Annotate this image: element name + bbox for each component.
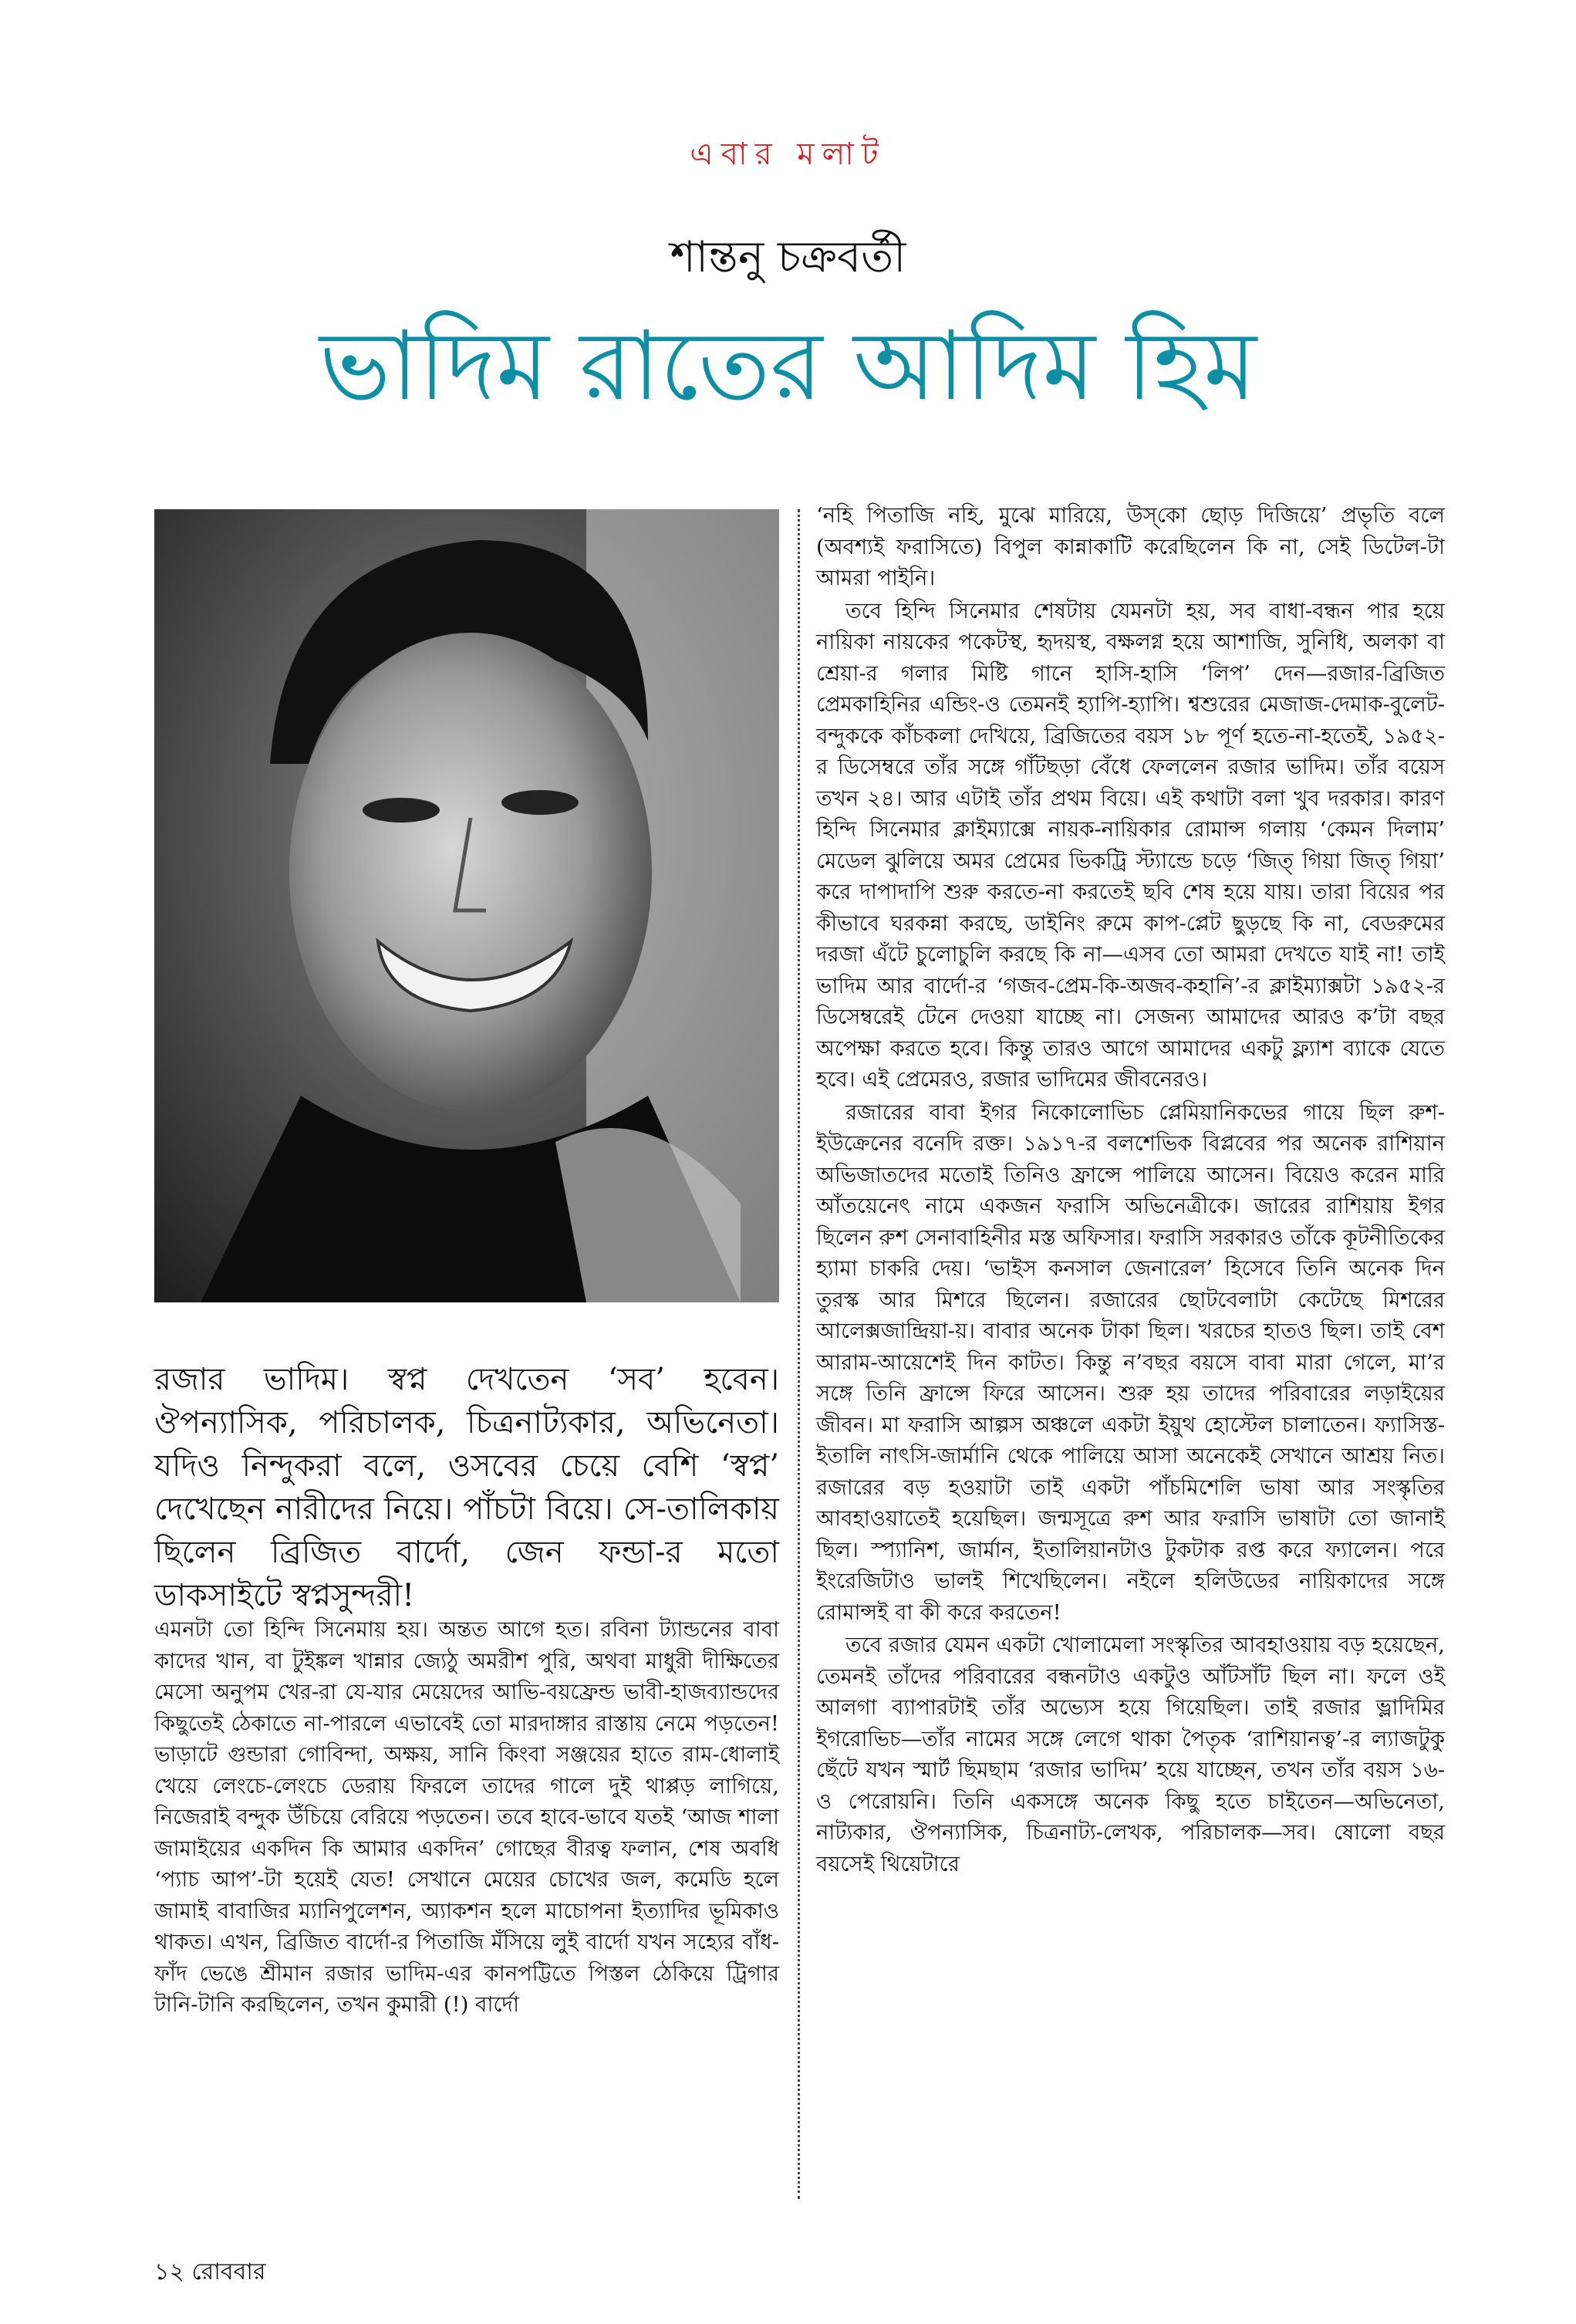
portrait-illustration [154,509,779,1302]
paragraph: রজারের বাবা ইগর নিকোলোভিচ প্লেমিয়ানিকভের গায়ে ছিল রুশ-ইউক্রেনের বনেদি রক্ত। ১৯১৭-র বলশেভিক বিপ্লবের পর অনেক রাশিয়ান অভিজাতদের মতোই তিনিও ফ্রান্সে পালিয়ে আসেন। বিয়েও করেন মারি আঁতয়েনেৎ নামে একজন ফরাসি অভিনেত্রীকে। জারের রাশিয়ায় ইগর ছিলেন রুশ সেনাবাহিনীর মস্ত অফিসার। ফরাসি সরকারও তাঁকে কূটনীতিকের হ্যামা চাকরি দেয়। ‘ভাইস কনসাল জেনারেল’ হিসেবে তিনি অনেক দিন তুরস্ক আর মিশরে ছিলেন। রজারের ছোটবেলাটা কেটেছে মিশরের আলেক্সজান্দ্রিয়া-য়। বাবার অনেক টাকা ছিল। খরচের হাতও ছিল। তাই বেশ আরাম-আয়েশেই দিন কাটত। কিন্তু ন’বছর বয়সে বাবা মারা গেলে, মা’র সঙ্গে তিনি ফ্রান্সে ফিরে আসেন। শুরু হয় তাদের পরিবারের লড়াইয়ের জীবন। মা ফরাসি আল্পস অঞ্চলে একটা ইয়ুথ হোস্টেল চালাতেন। ফ্যাসিস্ত-ইতালি নাৎসি-জার্মানি থেকে পালিয়ে আসা অনেকেই সেখানে আশ্রয় নিত। রজারের বড় হওয়াটা তাই একটা পাঁচমিশেলি ভাষা আর সংস্কৃতির আবহাওয়াতেই হয়েছিল। জন্মসূত্রে রুশ আর ফরাসি ভাষাটা তো জানাই ছিল। স্প্যানিশ, জার্মান, ইতালিয়ানটাও টুকটাক রপ্ত করে ফ্যালেন। পরে ইংরেজিটাও ভালই শিখেছিলেন। নইলে হলিউডের নায়িকাদের সঙ্গে রোমান্সই বা কী করে করতেন! [816,1100,1445,1625]
publication-name: রোববার [191,2258,266,2285]
section-label: এবার মলাট [690,137,886,172]
photo-caption [154,1358,779,1617]
column-divider [798,509,800,2199]
paragraph: এমনটা তো হিন্দি সিনেমায় হয়। অন্তত আগে হত। রবিনা ট্যান্ডনের বাবা কাদের খান, বা টুইঙ্কল খান্নার জ্যেঠু অমরীশ পুরি, অথবা মাধুরী দীক্ষিতের মেসো অনুপম খের-রা যে-যার মেয়েদের আভি-বয়ফ্রেন্ড ভাবী-হাজব্যান্ডদের কিছুতেই ঠেকাতে না-পারলে এভাবেই তো মারদাঙ্গার রাস্তায় নেমে পড়তেন! ভাড়াটে গুন্ডারা গোবিন্দা, অক্ষয়, সানি কিংবা সঞ্জয়ের হাতে রাম-ধোলাই খেয়ে লেংচে-লেংচে ডেরায় ফিরলে তাদের গালে দুই থাপ্পড় লাগিয়ে, নিজেরাই বন্দুক উঁচিয়ে বেরিয়ে পড়তেন। তবে হাবে-ভাবে যতই ‘আজ শালা জামাইয়ের একদিন কি আমার একদিন’ গোছের বীরত্ব ফলান, শেষ অবধি ‘প্যাচ আপ’-টা হয়েই যেত! সেখানে মেয়ের চোখের জল, কমেডি হলে জামাই বাবাজির ম্যানিপুলেশন, অ্যাকশন হলে মাচোপনা ইত্যাদির ভূমিকাও থাকত। এখন, ব্রিজিত বার্দো-র পিতাজি মঁসিয়ে লুই বার্দো যখন সহ্যের বাঁধ-ফাঁদ ভেঙে শ্রীমান রজার ভাদিম-এর কানপট্টিতে পিস্তল ঠেকিয়ে ট্রিগার টানি-টানি করছিলেন, তখন কুমারী (!) বার্দো [154,1617,779,2017]
paragraph: ‘নহি পিতাজি নহি, মুঝে মারিয়ে, উস্‌কো ছোড় দিজিয়ে’ প্রভৃতি বলে (অবশ্যই ফরাসিতে) বিপুল কান্নাকাটি করেছিলেন কি না, সেই ডিটেল-টা আমরা পাইনি। [816,503,1445,590]
headline: ভাদিম রাতের আদিম হিম [319,311,1257,422]
portrait-photo [154,509,779,1302]
author-byline: শান্তনু চক্রবর্তী [670,232,906,282]
page-footer [154,2253,266,2292]
article-right-column [816,500,1445,1881]
caption-text: রজার ভাদিম। স্বপ্ন দেখতেন ‘সব’ হবেন। ঔপন্যাসিক, পরিচালক, চিত্রনাট্যকার, অভিনেতা। যদিও নিন্দুকরা বলে, ওসবের চেয়ে বেশি ‘স্বপ্ন’ দেখেছেন নারীদের নিয়ে। পাঁচটা বিয়ে। সে-তালিকায় ছিলেন ব্রিজিত বার্দো, জেন ফন্ডা-র মতো ডাকসাইটে স্বপ্নসুন্দরী! [154,1362,779,1613]
paragraph: তবে রজার যেমন একটা খোলামেলা সংস্কৃতির আবহাওয়ায় বড় হয়েছেন, তেমনই তাঁদের পরিবারের বন্ধনটাও একটুও আঁটসাঁট ছিল না। ফলে ওই আলগা ব্যাপারটাই তাঁর অভ্যেস হয়ে গিয়েছিল। তাই রজার ভ্লাদিমির ইগরোভিচ—তাঁর নামের সঙ্গে লেগে থাকা পৈতৃক ‘রাশিয়ানত্ব’-র ল্যাজটুকু ছেঁটে যখন স্মার্ট ছিমছাম ‘রজার ভাদিম’ হয়ে যাচ্ছেন, তখন তাঁর বয়স ১৬-ও পেরোয়নি। তিনি একসঙ্গে অনেক কিছু হতে চাইতেন—অভিনেতা, নাট্যকার, ঔপন্যাসিক, চিত্রনাট্য-লেখক, পরিচালক—সব। ষোলো বছর বয়সেই থিয়েটারে [816,1633,1445,1876]
page-number: ১২ [154,2258,184,2285]
paragraph: তবে হিন্দি সিনেমার শেষটায় যেমনটা হয়, সব বাধা-বন্ধন পার হয়ে নায়িকা নায়কের পকেটস্থ, হৃদয়স্থ, বক্ষলগ্ন হয়ে আশাজি, সুনিধি, অলকা বা শ্রেয়া-র গলার মিষ্টি গানে হাসি-হাসি ‘লিপ’ দেন—রজার-ব্রিজিত প্রেমকাহিনির এন্ডিং-ও তেমনই হ্যাপি-হ্যাপি। শ্বশুরের মেজাজ-দেমাক-বুলেট-বন্দুককে কাঁচকলা দেখিয়ে, ব্রিজিতের বয়স ১৮ পূর্ণ হতে-না-হতেই, ১৯৫২-র ডিসেম্বরে তাঁর সঙ্গে গাঁটছড়া বেঁধে ফেললেন রজার ভাদিম। তাঁর বয়েস তখন ২৪। আর এটাই তাঁর প্রথম বিয়ে। এই কথাটা বলা খুব দরকার। কারণ হিন্দি সিনেমার ক্লাইম্যাক্সে নায়ক-নায়িকার রোমান্স গলায় ‘কেমন দিলাম’ মেডেল ঝুলিয়ে অমর প্রেমের ভিকট্রি স্ট্যান্ডে চড়ে ‘জিত্‌ গিয়া জিত্‌ গিয়া’ করে দাপাদাপি শুরু করতে-না করতেই ছবি শেষ হয়ে যায়। তারা বিয়ের পর কীভাবে ঘরকন্না করছে, ডাইনিং রুমে কাপ-প্লেট ছুড়ছে কি না, বেডরুমের দরজা এঁটে চুলোচুলি করছে কি না—এসব তো আমরা দেখতে যাই না! তাই ভাদিম আর বার্দো-র ‘গজব-প্রেম-কি-অজব-কহানি’-র ক্লাইম্যাক্সটা ১৯৫২-র ডিসেম্বরেই টেনে দেওয়া যাচ্ছে না। সেজন্য আমাদের আরও ক’টা বছর অপেক্ষা করতে হবে। কিন্তু তারও আগে আমাদের একটু ফ্ল্যাশ ব্যাকে যেতে হবে। এই প্রেমেরও, রজার ভাদিমের জীবনেরও। [816,598,1445,1092]
article-left-column [154,1614,779,2022]
